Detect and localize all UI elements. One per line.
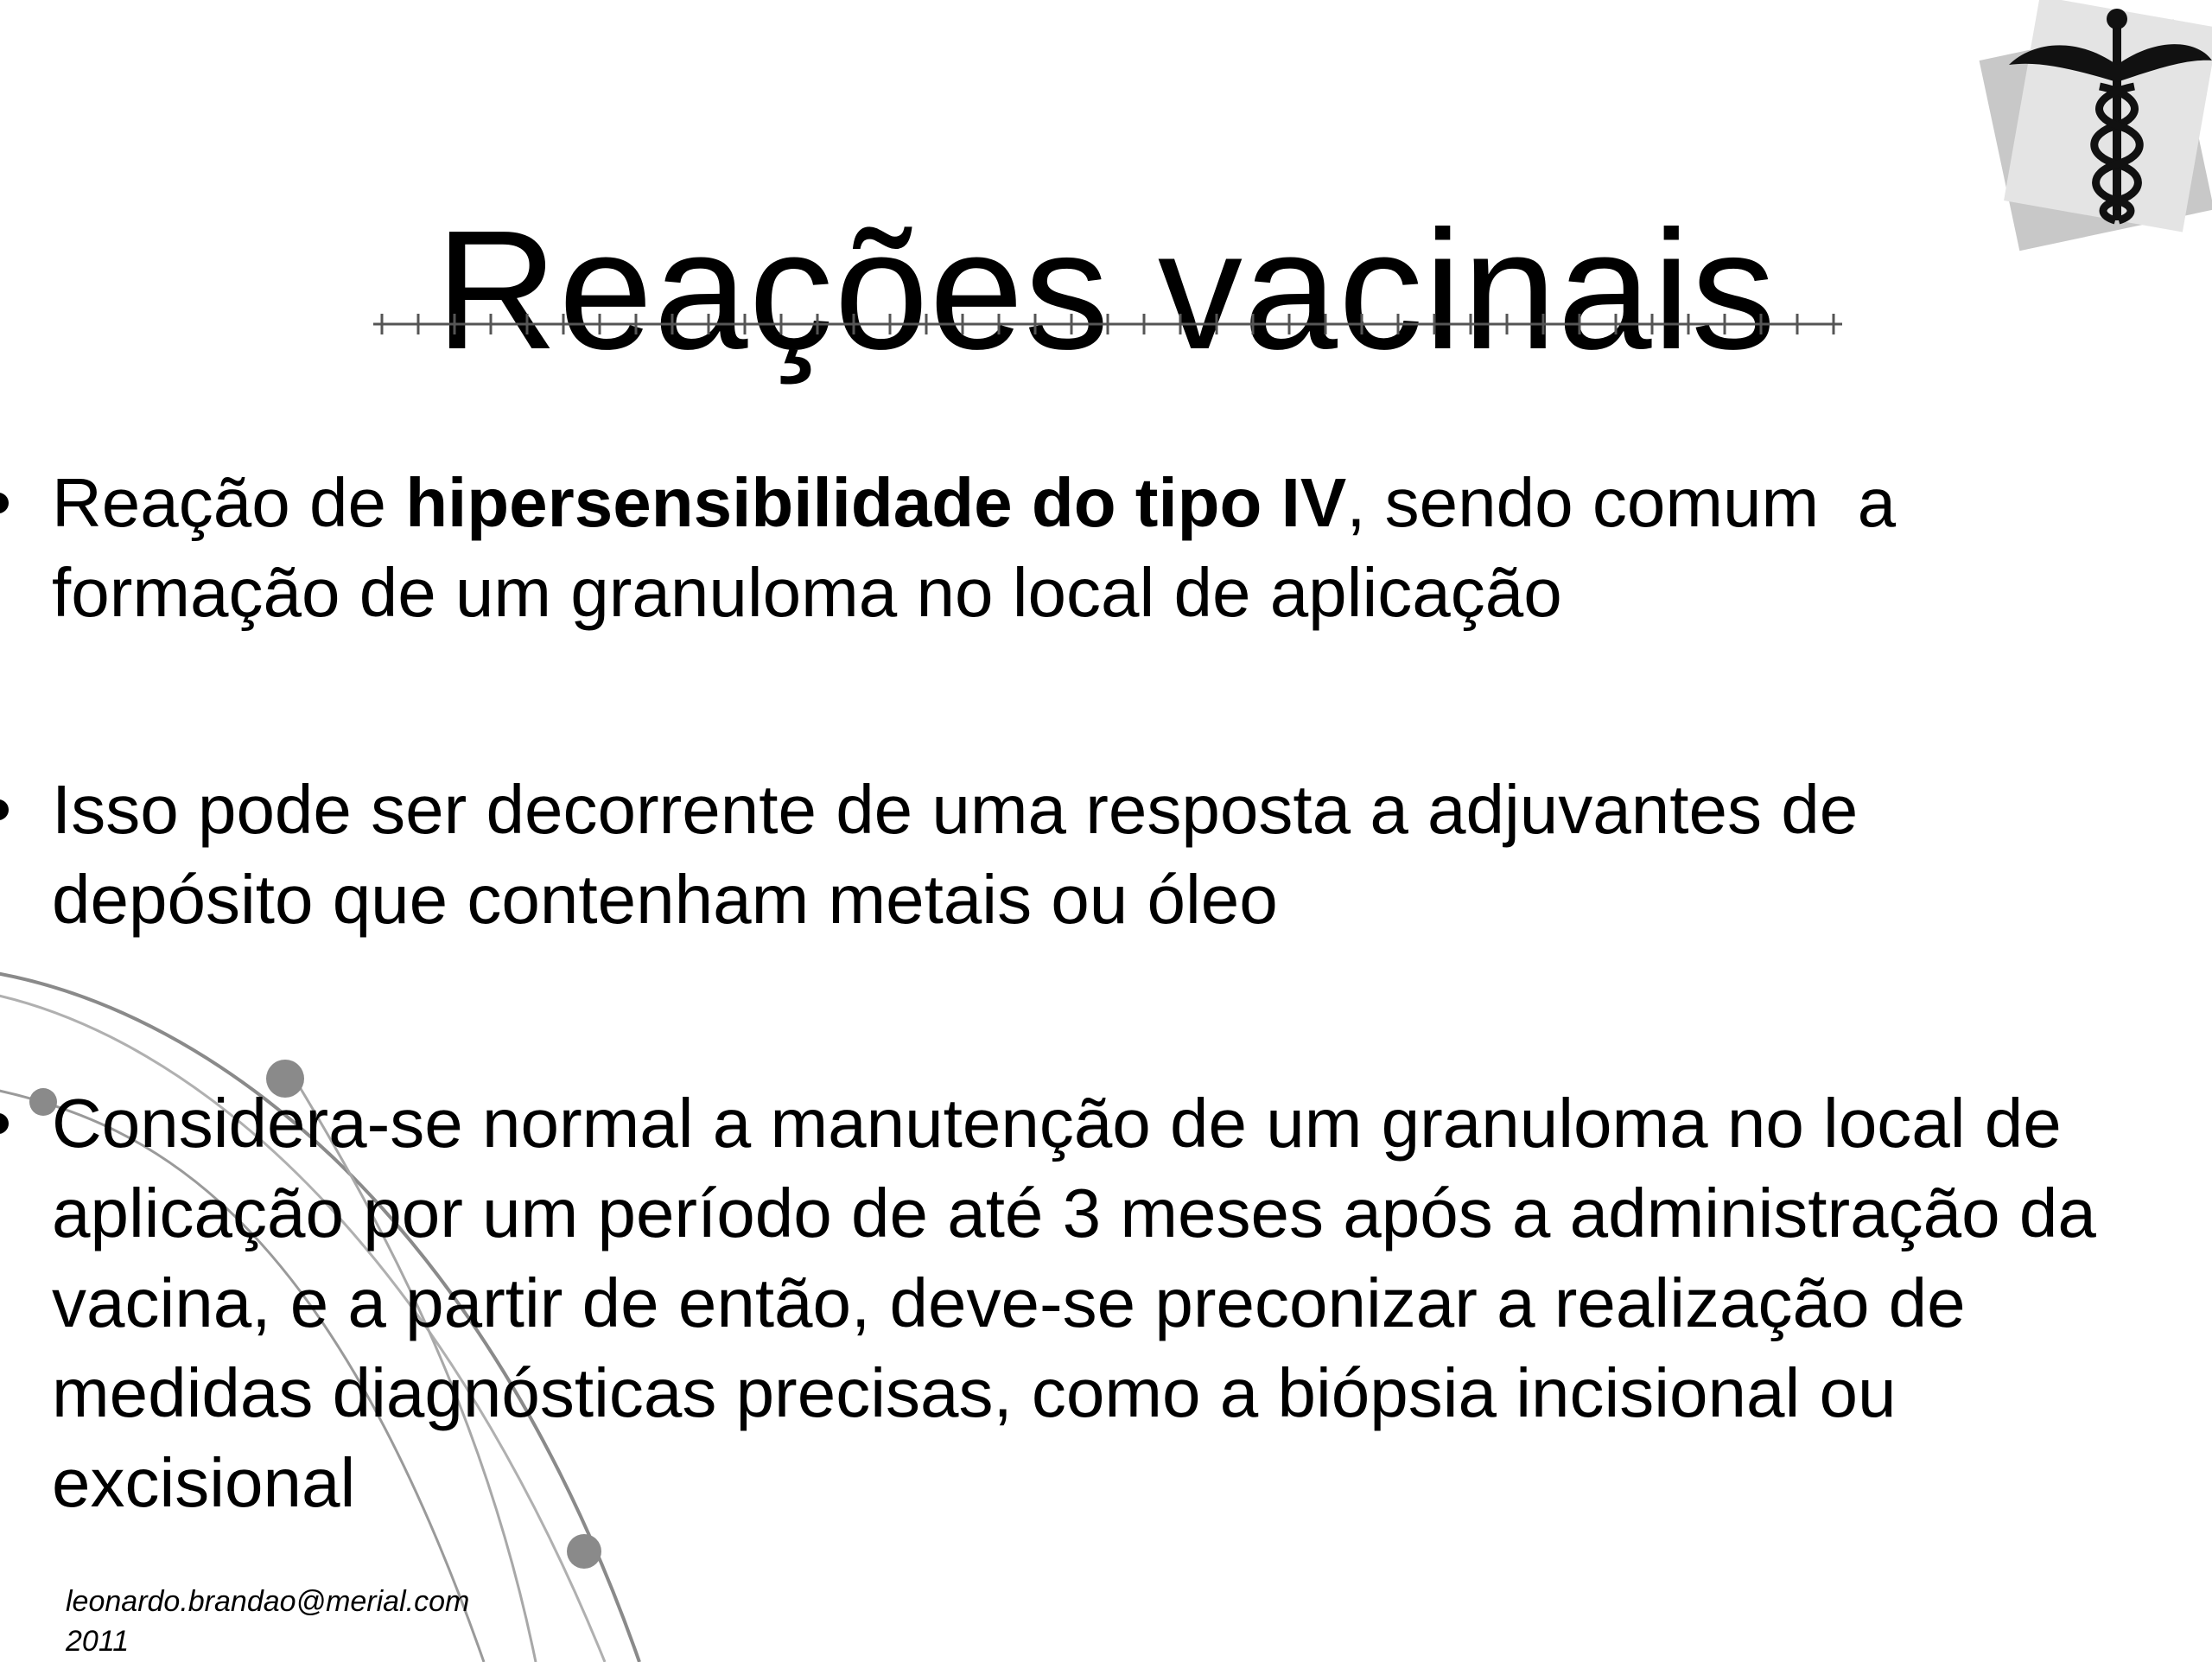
bullet-line: Isso pode ser decorrente de uma resposta a adjuvantes de <box>52 771 1859 848</box>
bullet-line: Considera-se normal a manutenção de um granuloma no local de <box>52 1085 2062 1162</box>
bullet-text-run: , sendo comum a <box>1346 464 1897 541</box>
bullet-line: medidas diagnósticas precisas, como a biópsia incisional ou <box>52 1354 1897 1431</box>
bullet-text <box>52 765 2212 945</box>
bullet-bold-run: hipersensibilidade do tipo IV <box>405 464 1347 541</box>
caduceus-icon <box>1970 0 2212 268</box>
bullet-line: vacina, e a partir de então, deve-se preconizar a realização de <box>52 1264 1966 1341</box>
bullet-text <box>52 458 2212 638</box>
title-divider <box>373 307 1842 341</box>
deco-dot <box>567 1534 601 1569</box>
bullet-marker <box>0 493 9 513</box>
bullet-line: formação de um granuloma no local de aplicação <box>52 554 1562 631</box>
bullet-line <box>52 458 2212 548</box>
bullet-line: aplicação por um período de até 3 meses após a administração da <box>52 1175 2096 1251</box>
bullet-text <box>52 1079 2212 1528</box>
slide-title: Reações vacinais <box>435 195 1777 385</box>
bullet-marker <box>0 799 9 820</box>
footer-year: 2011 <box>66 1625 130 1658</box>
bullet-line: excisional <box>52 1444 356 1521</box>
footer <box>66 1582 469 1661</box>
footer-email: leonardo.brandao@merial.com <box>66 1585 470 1618</box>
bullet-line: depósito que contenham metais ou óleo <box>52 861 1278 938</box>
bullet-text-run: Reação de <box>52 464 406 541</box>
